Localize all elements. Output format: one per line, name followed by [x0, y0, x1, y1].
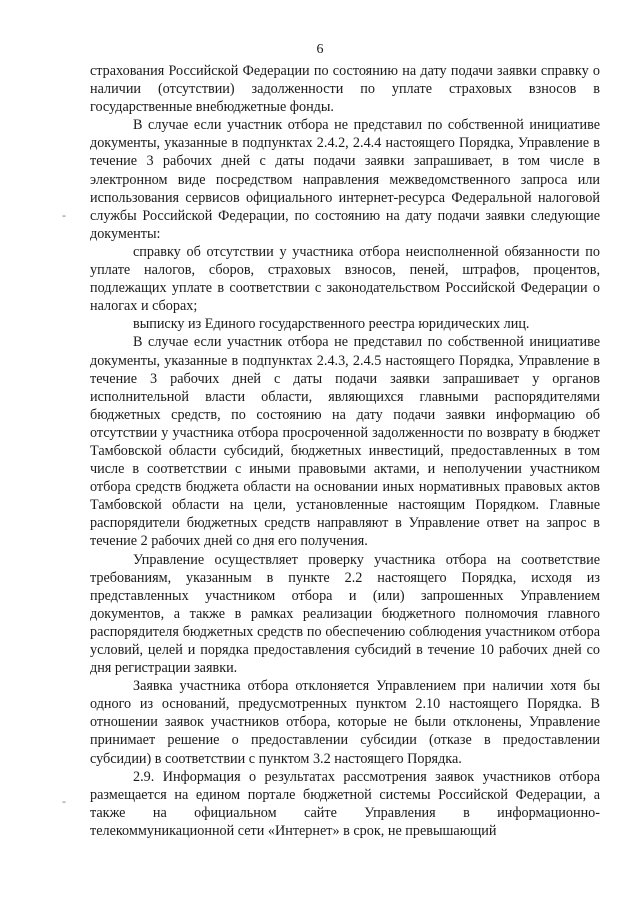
page-number: 6 [316, 42, 324, 57]
paragraph-continuation: страхования Российской Федерации по состоянию на дату подачи заявки справку о наличии (отсутствии) задолженности по уплате страховых взносов в государственные внебюджетные фонды. [90, 63, 600, 116]
paragraph-registry-extract: выписку из Единого государственного реестра юридических лиц. [133, 316, 530, 333]
paragraph-request-budget-info: В случае если участник отбора не представил по собственной инициативе документы, указанные в подпунктах 2.4.3, 2.4.5 настоящего Порядка, Управление в течение 3 рабочих дней с даты подачи заявки запрашивает у органов исполнительной власти области, являющихся главными распорядителями бюджетных средств, по состоянию на дату подачи заявки информацию об отсутствии у участника отбора просроченной задолженности по возврату в бюджет Тамбовской области субсидий, бюджетных инвестиций, предоставленных в том числе в соответствии с иными правовыми актами, и неполучении участником отбора средств бюджета области на основании иных нормативных правовых актов Тамбовской области на цели, установленные настоящим Порядком. Главные распорядители бюджетных средств направляют в Управление ответ на запрос в течение 2 рабочих дней со дня его получения. [90, 334, 600, 550]
scan-mark: - [62, 208, 66, 222]
paragraph-2-9-results: 2.9. Информация о результатах рассмотрения заявок участников отбора размещается на едином портале бюджетной системы Российской Федерации, а также на официальном сайте Управления в информационно-телекоммуникационной сети «Интернет» в срок, не превышающий [90, 768, 600, 839]
paragraph-rejection: Заявка участника отбора отклоняется Управлением при наличии хотя бы одного из оснований, предусмотренных пунктом 2.10 настоящего Порядка. В отношении заявок участников отбора, которые не были отклонены, Управление принимает решение о предоставлении субсидии (отказе в предоставлении субсидии) в соответствии с пунктом 3.2 настоящего Порядка. [90, 678, 600, 767]
paragraph-tax-certificate: справку об отсутствии у участника отбора неисполненной обязанности по уплате налогов, сборов, страховых взносов, пеней, штрафов, процентов, подлежащих уплате в соответствии с законодательством Российской Федерации о налогах и сборах; [90, 243, 600, 315]
paragraph-verification: Управление осуществляет проверку участника отбора на соответствие требованиям, указанным в пункте 2.2 настоящего Порядка, исходя из представленных участником отбора и (или) запрошенных Управлением документов, а также в рамках реализации бюджетного полномочия главного распорядителя бюджетных средств по обеспечению соблюдения участником отбора условий, целей и порядка предоставления субсидий в течение 10 рабочих дней со дня регистрации заявки. [90, 551, 600, 677]
paragraph-request-tax-documents: В случае если участник отбора не представил по собственной инициативе документы, указанные в подпунктах 2.4.2, 2.4.4 настоящего Порядка, Управление в течение 3 рабочих дней с даты подачи заявки запрашивает, в том числе в электронном виде посредством направления межведомственного запроса или использования сервисов официального интернет-ресурса Федеральной налоговой службы Российской Федерации, по состоянию на дату подачи заявки следующие документы: [90, 117, 600, 242]
body-text [90, 62, 600, 840]
scan-mark: - [62, 794, 66, 808]
